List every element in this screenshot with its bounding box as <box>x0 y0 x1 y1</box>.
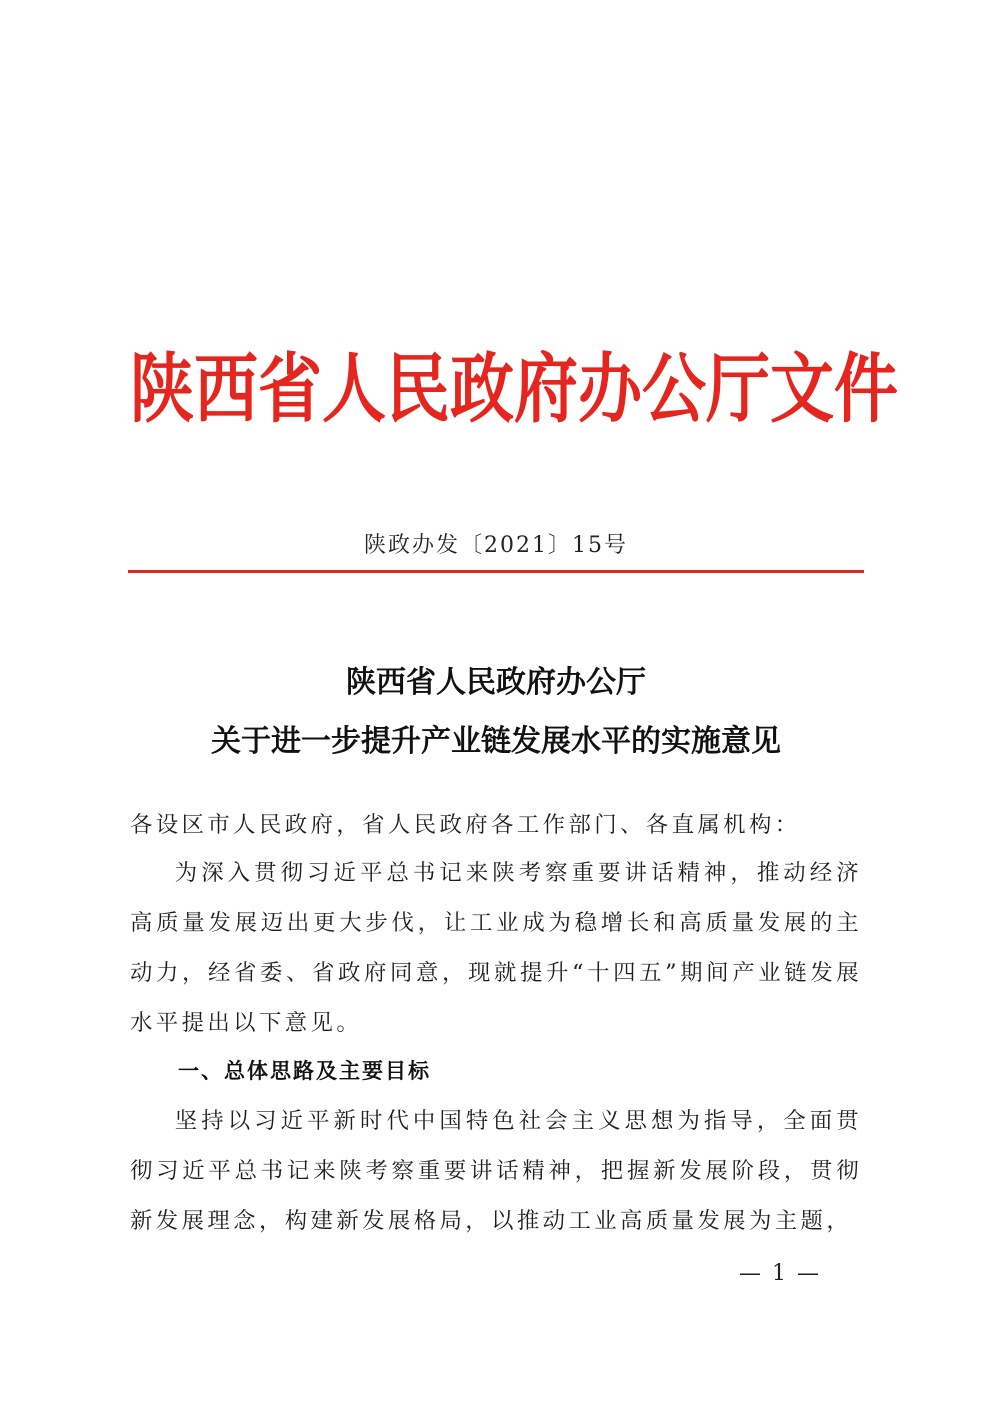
red-header-title: 陕西省人民政府办公厅文件 <box>130 345 898 434</box>
section-heading-1: 一、总体思路及主要目标 <box>178 1059 431 1083</box>
red-divider-line <box>128 570 864 573</box>
document-title-line1: 陕西省人民政府办公厅 <box>346 665 646 700</box>
document-title-line2: 关于进一步提升产业链发展水平的实施意见 <box>211 724 781 759</box>
salutation: 各设区市人民政府，省人民政府各工作部门、各直属机构： <box>130 812 801 838</box>
paragraph-guiding-ideology: 坚持以习近平新时代中国特色社会主义思想为指导，全面贯彻习近平总书记来陕考察重要讲话精神，把握新发展阶段，贯彻新发展理念，构建新发展格局，以推动工业高质量发展为主题， <box>130 1108 862 1234</box>
paragraph-intro: 为深入贯彻习近平总书记来陕考察重要讲话精神，推动经济高质量发展迈出更大步伐，让工业成为稳增长和高质量发展的主动力，经省委、省政府同意，现就提升“十四五”期间产业链发展水平提出以下意见。 <box>130 860 862 1036</box>
document-number: 陕政办发〔2021〕15号 <box>364 533 628 558</box>
page-number: — 1 — <box>739 1261 821 1286</box>
